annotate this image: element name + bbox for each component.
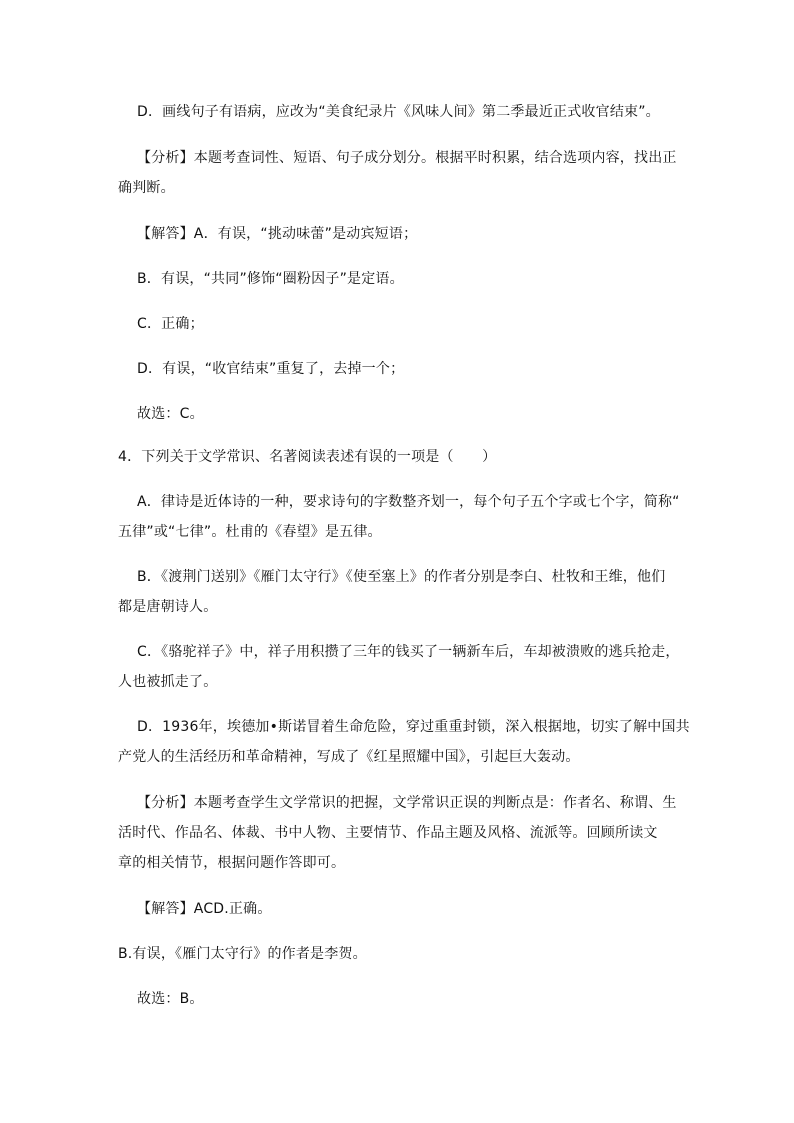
analysis-2-line-3: 章的相关情节，根据问题作答即可。 [118,855,346,871]
answer-choice-line: 故选：C。 [137,406,204,422]
option-a-line-2: 五律”或“七律”。杜甫的《春望》是五律。 [118,524,382,540]
option-d-line-2: 产党人的生活经历和革命精神，写成了《红星照耀中国》，引起巨大轰动。 [118,749,580,765]
solution-b-line: B．有误，“共同”修饰“圈粉因子”是定语。 [137,271,404,287]
option-d-line-1: D．1936年，埃德加•斯诺冒着生命危险，穿过重重封锁，深入根据地，切实了解中国共 [137,719,690,735]
option-a-line-1: A．律诗是近体诗的一种，要求诗句的字数整齐划一，每个句子五个字或七个字，简称“ [137,494,680,510]
solution-2-line-1: 【解答】ACD.正确。 [137,901,272,917]
analysis-line-1: 【分析】本题考查词性、短语、句子成分划分。根据平时积累，结合选项内容，找出正 [137,150,677,166]
solution-2-line-2: B.有误，《雁门太守行》的作者是李贺。 [118,946,367,962]
option-c-line-1: C．《骆驼祥子》中，祥子用积攒了三年的钱买了一辆新车后，车却被溃败的逃兵抢走， [137,644,680,660]
analysis-line-2: 确判断。 [118,180,175,196]
option-b-line-2: 都是唐朝诗人。 [118,599,218,615]
analysis-2-line-2: 活时代、作品名、体裁、书中人物、主要情节、作品主题及风格、流派等。回顾所读文 [118,825,658,841]
question-4-title: 4．下列关于文学常识、名著阅读表述有误的一项是（ ） [118,449,497,465]
analysis-2-line-1: 【分析】本题考查学生文学常识的把握，文学常识正误的判断点是：作者名、称谓、生 [137,795,677,811]
option-b-line-1: B．《渡荆门送别》《雁门太守行》《使至塞上》的作者分别是李白、杜牧和王维，他们 [137,569,666,585]
solution-d-line: D．有误，“收官结束”重复了，去掉一个； [137,361,405,377]
option-c-line-2: 人也被抓走了。 [118,674,218,690]
solution-a-line: 【解答】A．有误，“挑动味蕾”是动宾短语； [137,226,418,242]
answer-choice-2-line: 故选：B。 [137,991,204,1007]
solution-c-line: C．正确； [137,316,204,332]
answer-d-line: D．画线句子有语病，应改为“美食纪录片《风味人间》第二季最近正式收官结束”。 [137,104,660,120]
